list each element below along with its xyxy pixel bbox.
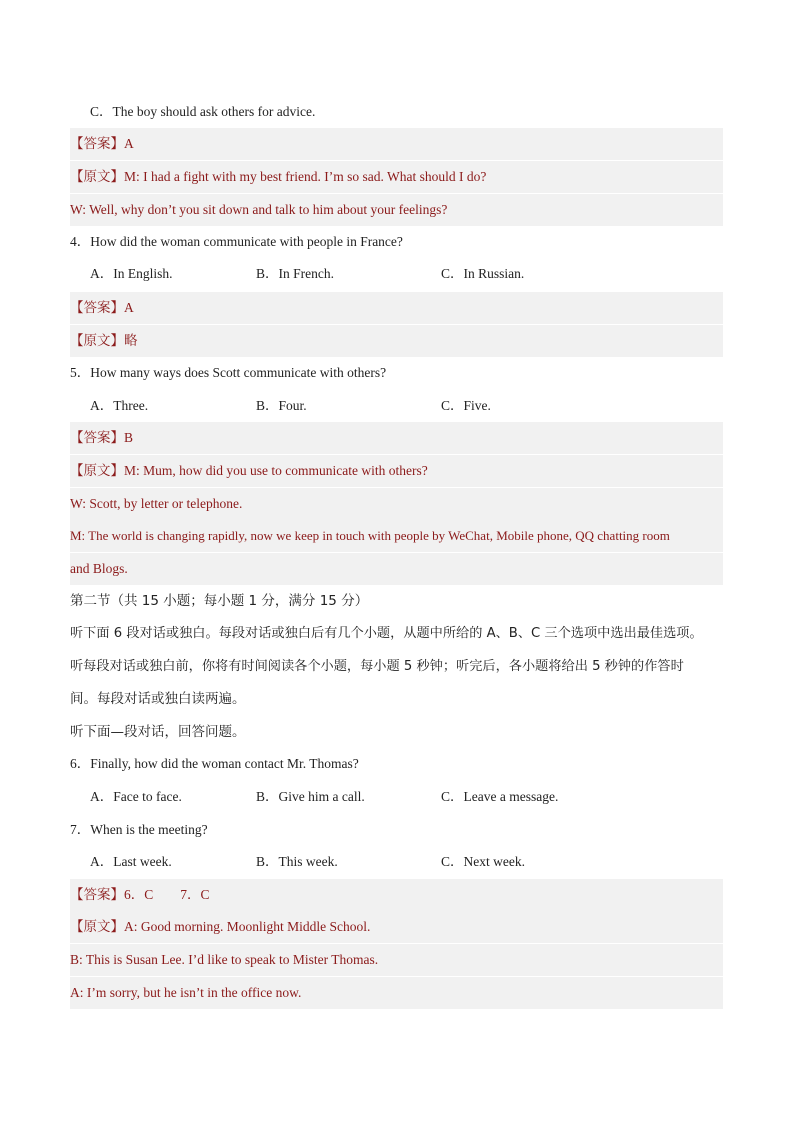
answer-value: A xyxy=(124,300,134,315)
option-b: B．This week. xyxy=(256,854,338,869)
script-text: A: Good morning. Moonlight Middle School. xyxy=(124,919,371,934)
question-text: 4．How did the woman communicate with people in France? xyxy=(70,234,403,249)
q6-options xyxy=(70,781,723,813)
option-b: B．Give him a call. xyxy=(256,789,365,804)
option-b: B．In French. xyxy=(256,266,334,281)
answer-tag: 【答案】 xyxy=(70,430,124,446)
question-text: 5．How many ways does Scott communicate with others? xyxy=(70,365,387,380)
option-a: A．Three. xyxy=(90,398,149,413)
q5-script-row-1 xyxy=(70,455,723,487)
option-c: C．Next week. xyxy=(441,854,525,869)
script-text: 略 xyxy=(124,333,138,349)
script-text: W: Well, why don’t you sit down and talk to him about your feelings? xyxy=(70,202,448,217)
script-tag: 【原文】 xyxy=(70,333,124,349)
q3-script-row-2 xyxy=(70,194,723,226)
script-text: B: This is Susan Lee. I’d like to speak to Mister Thomas. xyxy=(70,952,379,967)
option-a: A．Last week. xyxy=(90,854,172,869)
q67-answer-row xyxy=(70,879,723,911)
q3-answer-row xyxy=(70,128,723,160)
script-tag: 【原文】 xyxy=(70,463,124,479)
answer-value: 6．C 7．C xyxy=(124,887,210,902)
q7-question xyxy=(70,814,723,846)
answer-value: B xyxy=(124,430,134,445)
answer-tag: 【答案】 xyxy=(70,300,124,316)
answer-value: A xyxy=(124,136,134,151)
instructions-line-3 xyxy=(70,683,723,715)
option-text: C．The boy should ask others for advice. xyxy=(90,104,316,119)
question-text: 6．Finally, how did the woman contact Mr. Thomas? xyxy=(70,756,359,771)
script-tag: 【原文】 xyxy=(70,919,124,935)
section-heading-text: 第二节（共 15 小题；每小题 1 分，满分 15 分） xyxy=(70,593,369,609)
instruction-text: 间。每段对话或独白读两遍。 xyxy=(70,691,246,707)
q7-options xyxy=(70,846,723,878)
instruction-text: 听每段对话或独白前，你将有时间阅读各个小题，每小题 5 秒钟；听完后，各小题将给出 5 秒钟的作答时 xyxy=(70,659,684,674)
answer-tag: 【答案】 xyxy=(70,887,124,903)
script-text: A: I’m sorry, but he isn’t in the office now. xyxy=(70,985,302,1000)
sub-heading-text: 听下面—段对话，回答问题。 xyxy=(70,724,246,740)
option-c: C．Leave a message. xyxy=(441,789,559,804)
script-text: W: Scott, by letter or telephone. xyxy=(70,496,243,511)
q5-answer-row xyxy=(70,422,723,454)
q5-script-row-3 xyxy=(70,520,723,552)
option-c: C．Five. xyxy=(441,398,491,413)
script-tag: 【原文】 xyxy=(70,169,124,185)
q5-question xyxy=(70,357,723,389)
q4-script-row xyxy=(70,325,723,357)
q5-script-row-2 xyxy=(70,488,723,520)
option-a: A．Face to face. xyxy=(90,789,182,804)
instructions-line-2 xyxy=(70,651,723,683)
q67-script-row-1 xyxy=(70,911,723,943)
instructions-line-1 xyxy=(70,618,723,650)
script-text: M: The world is changing rapidly, now we keep in touch with people by WeChat, Mobile phone, QQ chatting room xyxy=(70,528,670,543)
q4-answer-row xyxy=(70,292,723,324)
option-b: B．Four. xyxy=(256,398,307,413)
q4-options xyxy=(70,258,723,290)
q6-question xyxy=(70,748,723,780)
sub-heading xyxy=(70,716,723,748)
q3-option-c xyxy=(70,96,743,128)
script-text: and Blogs. xyxy=(70,561,128,576)
q67-script-row-2 xyxy=(70,944,723,976)
section-heading xyxy=(70,585,723,617)
q3-script-row-1 xyxy=(70,161,723,193)
q4-question xyxy=(70,226,723,258)
q5-options xyxy=(70,390,723,422)
answer-tag: 【答案】 xyxy=(70,136,124,152)
q67-script-row-3 xyxy=(70,977,723,1009)
script-text: M: I had a fight with my best friend. I’m so sad. What should I do? xyxy=(124,169,487,184)
q5-script-row-4 xyxy=(70,553,723,585)
question-text: 7．When is the meeting? xyxy=(70,822,208,837)
instruction-text: 听下面 6 段对话或独白。每段对话或独白后有几个小题，从题中所给的 A、B、C 三个选项中选出最佳选项。 xyxy=(70,626,703,641)
option-c: C．In Russian. xyxy=(441,266,525,281)
option-a: A．In English. xyxy=(90,266,173,281)
script-text: M: Mum, how did you use to communicate with others? xyxy=(124,463,428,478)
